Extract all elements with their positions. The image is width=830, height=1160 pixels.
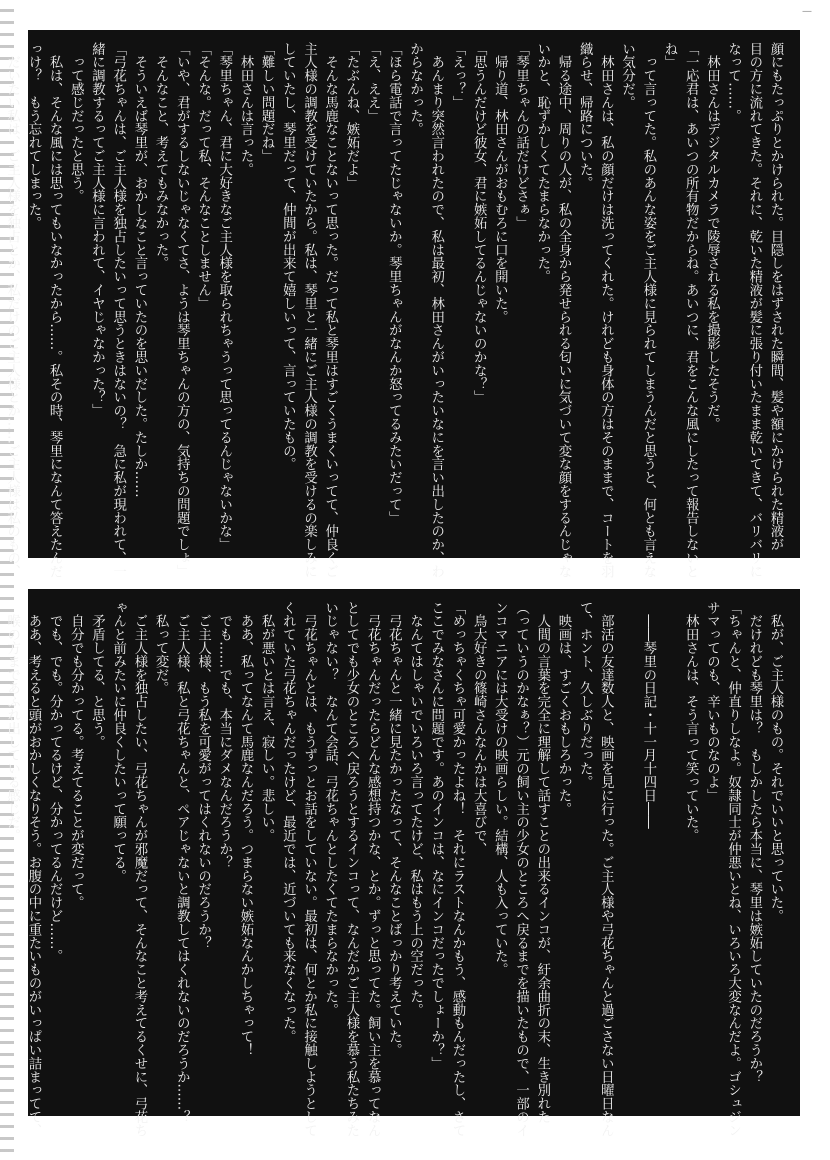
text-line: ご主人様、私と弓花ちゃんと、ペアじゃないと調教してはくれないのだろうか……？	[174, 601, 190, 1124]
text-line: 「琴里ちゃんの話だけどさぁ」	[513, 42, 529, 230]
text-line: 喉の方まであふれ出している感じだ。	[4, 601, 20, 843]
text-line: 「いや、君がするしないじゃなくてさ、ようは琴里ちゃんの方の、気持ちの問題でしょ」	[174, 42, 190, 578]
text-line: いじゃない？ なんて会話、弓花ちゃんとしたくてたまらなかった。	[322, 601, 338, 1017]
text-line: 「ほら電話で言ってたじゃないか。琴里ちゃんがなんか怒ってるみたいだって」	[386, 42, 402, 525]
text-line: 「たぶんね、嫉妬だよ」	[343, 42, 359, 190]
text-line: 「え、ええ」	[365, 42, 381, 123]
text-line: 鳥大好きの篠崎さんなんかは大喜びで、	[471, 601, 487, 856]
text-line: 弓花ちゃんと一緒に見たかったなって、そんなことばっかり考えていた。	[386, 601, 402, 1057]
top-text-panel	[4, 30, 800, 578]
text-line: だいたい私は、ご主人様を独占とか、私だけのご主人様とか……ご主人様は私のもの、	[4, 42, 20, 578]
text-line: サマってのも、辛いものなのよ」	[704, 601, 720, 802]
text-line: 映画は、すごくおもしろかった。	[555, 601, 571, 816]
text-line: 「一応君は、あいつの所有物だからね。あいつに、君をこんな風にしたって報告しないと	[683, 42, 699, 578]
text-line: ゃんと前みたいに仲良くしたいって願ってる。	[110, 601, 126, 883]
text-line: 帰る途中、周りの人が、私の全身から発せられる匂いに気づいて変な顔をするんじゃな	[555, 42, 571, 578]
text-line: なんてはしゃいでいろいろ言ってたけど、私はもう上の空だった。	[407, 601, 423, 1017]
corner-mark: —	[802, 6, 812, 17]
bottom-text-panel	[4, 589, 800, 1137]
text-line: そういえば琴里が、おかしなこと言っていたのを思いだした。たしか……	[131, 42, 147, 498]
text-line: そんなこと、考えてもみなかった。	[153, 42, 169, 270]
text-line: い気分だ。	[619, 42, 635, 109]
text-line: していたし、琴里だって、仲間が出来て嬉しいって、言っていたもの。	[280, 42, 296, 471]
text-line: ンコマニアには大受けの映画らしい。結構、人も入っていた。	[492, 601, 508, 977]
text-line: っけ？ もう忘れてしまった。	[25, 42, 41, 230]
text-line: 部活の友達数人と、映画を見に行った。ご主人様や弓花ちゃんと過ごさない日曜日なん	[598, 601, 614, 1137]
text-line: 「思うんだけど彼女、君に嫉妬してるんじゃないのかな？」	[471, 42, 487, 404]
text-line: 林田さんは言った。	[237, 42, 253, 176]
text-line: 「ちゃんと、仲直りしなよ。奴隷同士が仲悪いとね、いろいろ大変なんだよ。ゴシュジン	[725, 601, 741, 1137]
text-line	[659, 601, 680, 1104]
text-line: 緒に調教するってご主人様に言われて、イヤじゃなかった？」	[89, 42, 105, 418]
text-line: 私って変だ。	[153, 601, 169, 695]
text-line: としてでも少女のところへ戻ろうとするインコって、なんだかご主人様を慕う私たちみた	[343, 601, 359, 1137]
text-line: 「そんな。だって私、そんなことしません」	[195, 42, 211, 310]
text-line: だけれども琴里は？ もしかしたら本当に、琴里は嫉妬していたのだろうか？	[746, 601, 762, 1084]
text-line: 「弓花ちゃんは、ご主人様を独占したいって思うときはないの？ 急に私が現われて、一	[110, 42, 126, 578]
text-line: 帰り道、林田さんがおもむろに口を開いた。	[492, 42, 508, 324]
text-line: そんな馬鹿なことないって思った。だって私と琴里はすごくうまくいってて、仲良くご	[322, 42, 338, 578]
text-line: 顔にもたっぷりとかけられた。目隠しをはずされた瞬間、髪や額にかけられた精液が	[768, 42, 783, 552]
text-line: からなかった。	[407, 42, 423, 136]
top-vertical-text	[4, 42, 786, 578]
text-line: 「琴里ちゃん、君に大好きなご主人様を取られちゃうって思ってるんじゃないかな」	[216, 42, 232, 552]
text-line: 矛盾してる、と思う。	[89, 601, 105, 749]
text-line: 林田さんは、そう言って笑っていた。	[683, 601, 699, 843]
text-line: 弓花ちゃんとは、もうずっとお話をしていない。最初は、何とか私に接触しようとして	[301, 601, 317, 1137]
text-line: 林田さんはデジタルカメラで陵辱される私を撮影したそうだ。	[704, 42, 720, 431]
text-line	[616, 601, 637, 1104]
text-line: 私が、ご主人様のもの。それでいいと思っていた。	[768, 601, 783, 923]
text-line: て、ホント、久しぶりだった。	[577, 601, 593, 789]
text-line: ご主人様、もう私を可愛がってはくれないのだろうか？	[195, 601, 211, 950]
text-line: って言ってた。私のあんな姿をご主人様に見られてしまうんだと思うと、何とも言えな	[640, 42, 656, 578]
text-line: ここでみなさんに問題です。あのインコは、なにインコだったでしょーか？」	[428, 601, 444, 1070]
text-line: ご主人様を独占したい、弓花ちゃんが邪魔だって、そんなこと考えてるくせに、弓花ち	[131, 601, 147, 1137]
text-line: ――琴里の日記・十一月十四日――	[640, 601, 656, 829]
text-line: ああ、私ってなんて馬鹿なんだろう。つまらない嫉妬なんかしちゃって！	[237, 601, 253, 1057]
text-line: 「難しい問題だね」	[259, 42, 275, 163]
text-line: 林田さんは、私の顔だけは洗ってくれた。けれども身体の方はそのままで、コートを羽	[598, 42, 614, 578]
text-line: 人間の言葉を完全に理解して話すことの出来るインコが、紆余曲折の末、生き別れた	[534, 601, 550, 1124]
text-line: 目の方に流れてきた。それに、乾いた精液が髪に張り付いたまま乾いてきて、バリバリに	[746, 42, 762, 578]
text-line: って感じだったと思う。	[68, 42, 84, 203]
text-line: でも……でも、本当にダメなんだろうか？	[216, 601, 232, 869]
text-line: 私が悪いとは言え、寂しい。悲しい。	[259, 601, 275, 843]
text-line: 私は、そんな風には思ってもいなかったから……。私その時、琴里になんて答えたんだ	[47, 42, 63, 578]
text-line: なって……。	[725, 42, 741, 123]
text-line: 主人様の調教を受けていたから。私は、琴里と一緒にご主人様の調教を受けるの楽しみに	[301, 42, 317, 578]
text-line: （っていうのかなぁ？）元の飼い主の少女のところへ戻るまでを描いたもので、一部のイ	[513, 601, 529, 1137]
text-line: でも、でも。分かってるけど、分かってるんだけど……。	[47, 601, 63, 963]
text-line: くれていた弓花ちゃんだったけど、最近では、近づいても来なくなった。	[280, 601, 296, 1044]
text-line: 弓花ちゃんだったらどんな感想持つかな、とか。ずっと思ってた。飼い主を慕ってなん	[365, 601, 381, 1137]
text-line: 「えっ？」	[449, 42, 465, 109]
bottom-vertical-text	[4, 601, 786, 1137]
text-line: ね」	[661, 42, 677, 69]
text-line: 織らせ、帰路についた。	[577, 42, 593, 190]
text-line: 「めっちゃくちゃ可愛かったよね！ それにラストなんかもう、感動もんだったし、さて	[449, 601, 465, 1137]
text-line: 自分でも分かってる。考えてることが変だって。	[68, 601, 84, 910]
text-line: いかと、恥ずかしくてたまらなかった。	[534, 42, 550, 284]
text-line: ああ、考えると頭がおかしくなりそう。お腹の中に重たいものがいっぱい詰まってて、	[25, 601, 41, 1137]
text-line: あんまり突然言われたので、私は最初、林田さんがいったいなにを言い出したのか、わ	[428, 42, 444, 578]
